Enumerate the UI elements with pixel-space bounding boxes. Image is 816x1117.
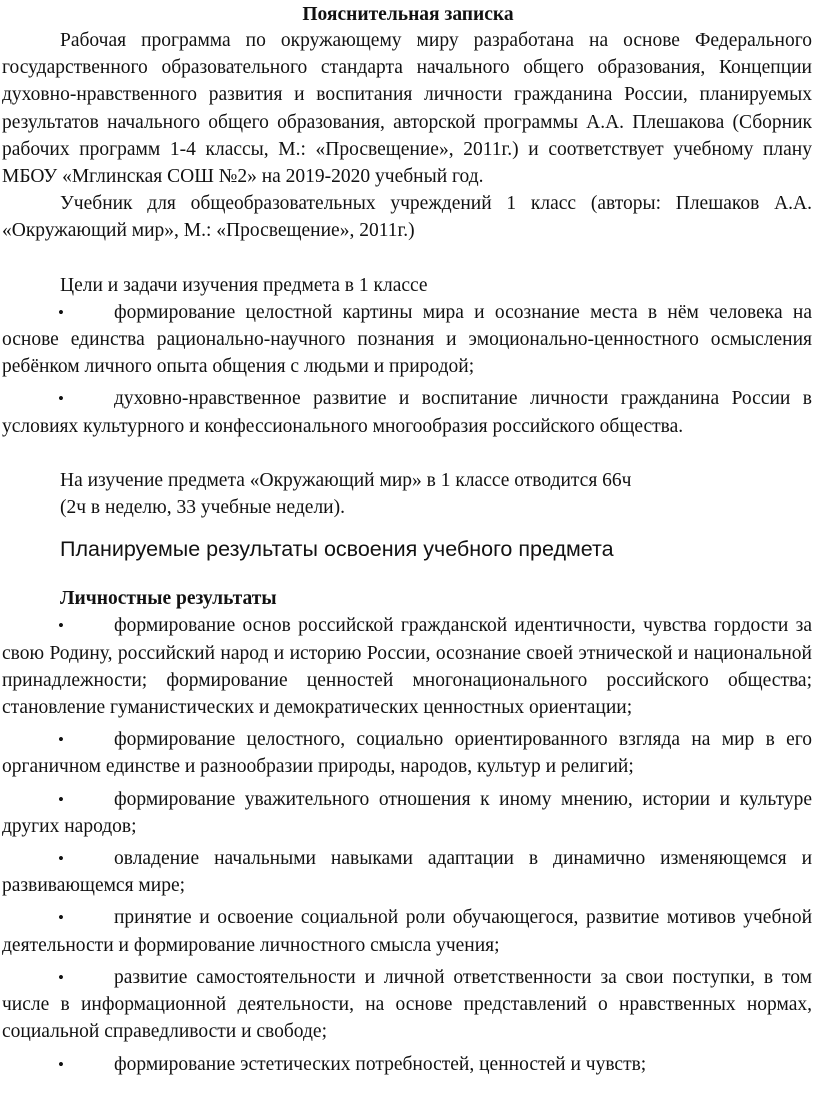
bullet-icon: •: [58, 302, 64, 322]
personal-item-text: формирование целостного, социально ориентированного взгляда на мир в его органичном единстве и разнообразии природы, народов, культур и религий;: [2, 729, 812, 778]
results-heading: Планируемые результаты освоения учебного предмета: [60, 537, 614, 562]
goals-item-text: духовно-нравственное развитие и воспитание личности гражданина России в условиях культурного и конфессионального многообразия российского общества.: [2, 388, 812, 437]
intro-paragraph-2: Учебник для общеобразовательных учреждений 1 класс (авторы: Плешаков А.А. «Окружающий мир», М.: «Просвещение», 2011г.): [2, 193, 812, 242]
personal-results-heading: Личностные результаты: [60, 588, 277, 610]
goals-item: [2, 299, 812, 381]
goals-item: [2, 385, 812, 439]
personal-item-text: принятие и освоение социальной роли обучающегося, развитие мотивов учебной деятельности и формирование личностного смысла учения;: [2, 907, 812, 956]
hours-line-2: (2ч в неделю, 33 учебные недели).: [60, 497, 345, 519]
personal-item-text: развитие самостоятельности и личной ответственности за свои поступки, в том числе в информационной деятельности, на основе представлений о нравственных нормах, социальной справедливости и свободе;: [2, 966, 812, 1043]
hours-line-1: На изучение предмета «Окружающий мир» в 1 классе отводится 66ч: [60, 469, 632, 491]
personal-item: [2, 726, 812, 780]
personal-item-text: формирование уважительного отношения к иному мнению, истории и культуре других народов;: [2, 788, 812, 837]
personal-item: [2, 964, 812, 1046]
personal-item: [2, 845, 812, 899]
goals-item-text: формирование целостной картины мира и осознание места в нём человека на основе единства рационально-научного познания и эмоционально-ценностного осмысления ребёнком личного опыта общения с людьми и природой;: [2, 301, 812, 378]
bullet-icon: •: [58, 789, 64, 809]
spacer: [2, 440, 812, 467]
personal-item-text: формирование основ российской гражданской идентичности, чувства гордости за свою Родину, российский народ и историю России, осознание своей этнической и национальной принадлежности; формирование ценностей многонационального российского общества; становление гуманистических и демократических ценностных ориентации;: [2, 615, 812, 719]
bullet-icon: •: [58, 1054, 64, 1074]
intro-paragraph-1: Рабочая программа по окружающему миру разработана на основе Федерального государственного образовательного стандарта начального общего образования, Концепции духовно-нравственного развития и воспитания личности гражданина России, планируемых результатов начального общего образования, авторской программы А.А. Плешакова (Сборник рабочих программ 1-4 классы, М.: «Просвещение», 2011г.) и соответствует учебному плану МБОУ «Мглинская СОШ №2» на 2019-2020 учебный год.: [2, 30, 812, 188]
bullet-icon: •: [58, 730, 64, 750]
bullet-icon: •: [58, 849, 64, 869]
document-body: [2, 27, 812, 1078]
personal-item: [2, 612, 812, 721]
personal-item: [2, 904, 812, 958]
spacer: [2, 245, 812, 272]
personal-item-text: овладение начальными навыками адаптации в динамично изменяющемся и развивающемся мире;: [2, 848, 812, 897]
bullet-icon: •: [58, 616, 64, 636]
bullet-icon: •: [58, 908, 64, 928]
personal-item-text: формирование эстетических потребностей, ценностей и чувств;: [114, 1053, 647, 1075]
bullet-icon: •: [58, 967, 64, 987]
personal-item: [2, 1051, 812, 1078]
bullet-icon: •: [58, 389, 64, 409]
document-title: Пояснительная записка: [302, 4, 514, 25]
goals-heading: Цели и задачи изучения предмета в 1 классе: [60, 274, 428, 296]
personal-item: [2, 786, 812, 840]
